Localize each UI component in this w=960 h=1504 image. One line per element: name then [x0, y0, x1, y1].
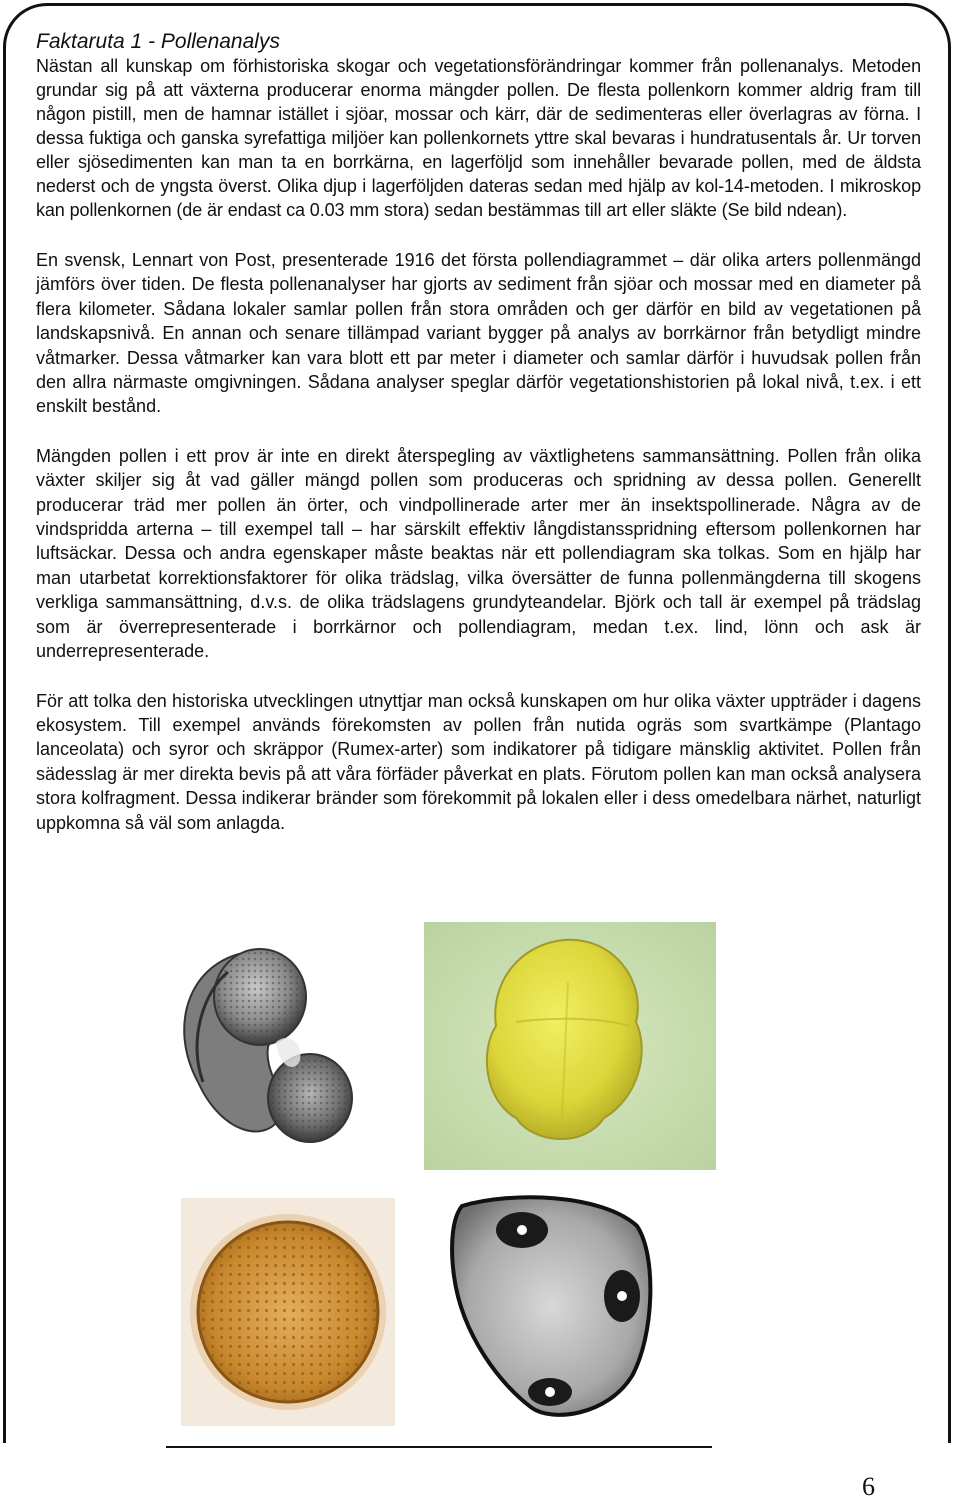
orange-pollen-image: [181, 1198, 395, 1426]
fact-box-intro: Nästan all kunskap om förhistoriska skogar och vegetationsförändringar kommer från pollenanalys. Metoden grundar sig på att växterna producerar enorma mängder pollen. De flesta pollenkorn kommer aldrig fram till någon pistill, men de hamnar istället i sjöar, mossar och kärr, där de sedimenteras eller överlagras av förna. I dessa fuktiga och ganska syrefattiga miljöer kan pollenkornets yttre skal bevaras i hundratusentals år. Ur torven eller sjösedimenten kan man ta en borrkärna, en lagerföljd som innehåller bevarade pollen, med de äldsta nederst och de yngsta överst. Olika djup i lagerföljden dateras sedan med hjälp av kol-14-metoden. I mikroskop kan pollenkornen (de är endast ca 0.03 mm stora) sedan bestämmas till art eller släkte (Se bild ndean).: [36, 56, 921, 220]
pine-pollen-image: [168, 932, 382, 1154]
paragraph-pollen-amount: Mängden pollen i ett prov är inte en direkt återspegling av växtlighetens sammansättning. Pollen från olika växter skiljer sig åt vad gäller mängd pollen som produceras och spridning av dessa pollen. Generellt producerar träd mer pollen än örter, och vindpollinerade arter mer än insektspollinerade. Några av de vindspridda arterna – till exempel tall – har särskilt effektiv långdistansspridning eftersom pollenkornen har luftsäckar. Dessa och andra egenskaper måste beaktas när ett pollendiagram ska tolkas. Som en hjälp har man utarbetat korrektionsfaktorer för olika trädslag, vilka översätter de funna pollenmängderna till skogens verkliga sammansättning, d.v.s. de olika trädslagens grundyteandelar. Björk och tall är exempel på trädslag som är överrepresenterade i borrkärnor och pollendiagram, medan t.ex. lind, lönn och ask är underrepresenterade.: [36, 445, 921, 662]
page-number: 6: [862, 1472, 875, 1501]
paragraph-interpretation: För att tolka den historiska utvecklingen utnyttjar man också kunskapen om hur olika växter uppträder i dagens ekosystem. Till exempel används förekomsten av pollen från nutida ogräs som svartkämpe (Plantago lanceolata) och syror och skräppor (Rumex-arter) som indikatorer på tidigare mänsklig aktivitet. Pollen från sädesslag är mer direkta bevis på att våra förfäder påverkat en plats. Förutom pollen kan man också analysera stora kolfragment. Dessa indikerar bränder som förekommit på lokalen eller i dess omedelbara närhet, naturligt uppkomna så väl som anlagda.: [36, 690, 921, 833]
footer-rule: [166, 1446, 712, 1448]
fact-box-title: Faktaruta 1 - Pollenanalys: [36, 30, 280, 53]
yellow-pollen-image: [424, 922, 716, 1170]
document-body: [36, 30, 921, 835]
grey-triangular-pollen-image: [432, 1186, 664, 1426]
paragraph-von-post: En svensk, Lennart von Post, presenterade 1916 det första pollendiagrammet – där olika arters pollenmängd jämförs över tiden. De flesta pollenanalyser har gjorts av sediment från sjöar och mossar med en diameter på flera kilometer. Sådana lokaler samlar pollen från stora områden och ger därför en bild av vegetationen på landskapsnivå. En annan och senare tillämpad variant bygger på analys av borrkärnor från betydligt mindre våtmarker. Dessa våtmarker kan vara blott ett par meter i diameter och samlar därför i huvudsak pollen från den allra närmaste omgivningen. Sådana analyser speglar därför vegetationshistorien på lokal nivå, t.ex. i ett enskilt bestånd.: [36, 250, 921, 417]
